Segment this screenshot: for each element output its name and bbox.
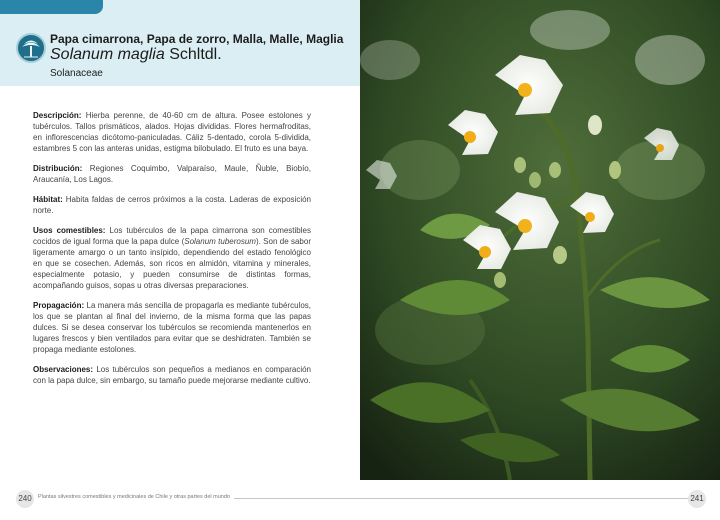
- description-label: Descripción:: [33, 111, 82, 120]
- observations-paragraph: [33, 364, 311, 386]
- observations-label: Observaciones:: [33, 365, 94, 374]
- uses-text-after: ). Son de sabor ligeramente amargo o un tanto insípido, dependiendo del estado fenológico en que se cosechen. Además, son ricos en almidón, vitamina y minerales, especialmente potasio, y pueden consumirse de distintas formas, acompañando guisos, sopas u otras diversas preparaciones.: [33, 237, 311, 290]
- header-tab: [0, 0, 103, 14]
- propagation-label: Propagación:: [33, 301, 85, 310]
- author-name: Schltdl.: [169, 46, 222, 63]
- common-names-title: Papa cimarrona, Papa de zorro, Malla, Malle, Maglia: [50, 32, 344, 46]
- distribution-paragraph: [33, 163, 311, 185]
- habitat-paragraph: [33, 194, 311, 216]
- uses-label: Usos comestibles:: [33, 226, 106, 235]
- distribution-label: Distribución:: [33, 164, 83, 173]
- description-column: [33, 110, 311, 395]
- distribution-text: Regiones Coquimbo, Valparaíso, Maule, Ñuble, Biobío, Araucanía, Los Lagos.: [33, 164, 311, 184]
- family-name: Solanaceae: [50, 68, 103, 79]
- book-title: Plantas silvestres comestibles y medicinales de Chile y otras partes del mundo: [38, 494, 234, 500]
- habitat-label: Hábitat:: [33, 195, 63, 204]
- scientific-name: Solanum maglia: [50, 46, 165, 63]
- araucaria-tree-icon: [16, 33, 46, 63]
- page-number-right: 241: [688, 490, 706, 508]
- description-text: Hierba perenne, de 40-60 cm de altura. Posee estolones y tubérculos. Tallos prismáticos, alados. Hojas divididas. Flores hermafroditas, en inflorescencias dicótomo-paniculadas. Cáliz 5-dentado, corola 5-dividida, estambres 5 con las anteras unidas, estigma bilobulado. El fruto es una baya.: [33, 111, 311, 153]
- observations-text: Los tubérculos son pequeños a medianos en comparación con la papa dulce, sin embargo, su tamaño puede mejorarse mediante cultivo.: [33, 365, 311, 385]
- description-paragraph: [33, 110, 311, 154]
- scientific-name-line: [50, 46, 222, 64]
- plant-photo: [360, 0, 720, 480]
- habitat-text: Habita faldas de cerros próximos a la costa. Laderas de exposición norte.: [33, 195, 311, 215]
- page-number-left: 240: [16, 490, 34, 508]
- uses-text-before: Los tubérculos de la papa cimarrona son comestibles cocidos de igual forma que la papa dulce (: [33, 226, 311, 246]
- propagation-paragraph: [33, 300, 311, 355]
- uses-species-italic: Solanum tuberosum: [184, 237, 256, 246]
- propagation-text: La manera más sencilla de propagarla es mediante tubérculos, los que se plantan al final del invierno, de la misma forma que las papas dulces. Si se desea conservar los tubérculos se recomienda mantenerlos en lugares frescos y bien ventilados para evitar que se deshidraten. También se propaga mediante estolones.: [33, 301, 311, 354]
- uses-paragraph: [33, 225, 311, 291]
